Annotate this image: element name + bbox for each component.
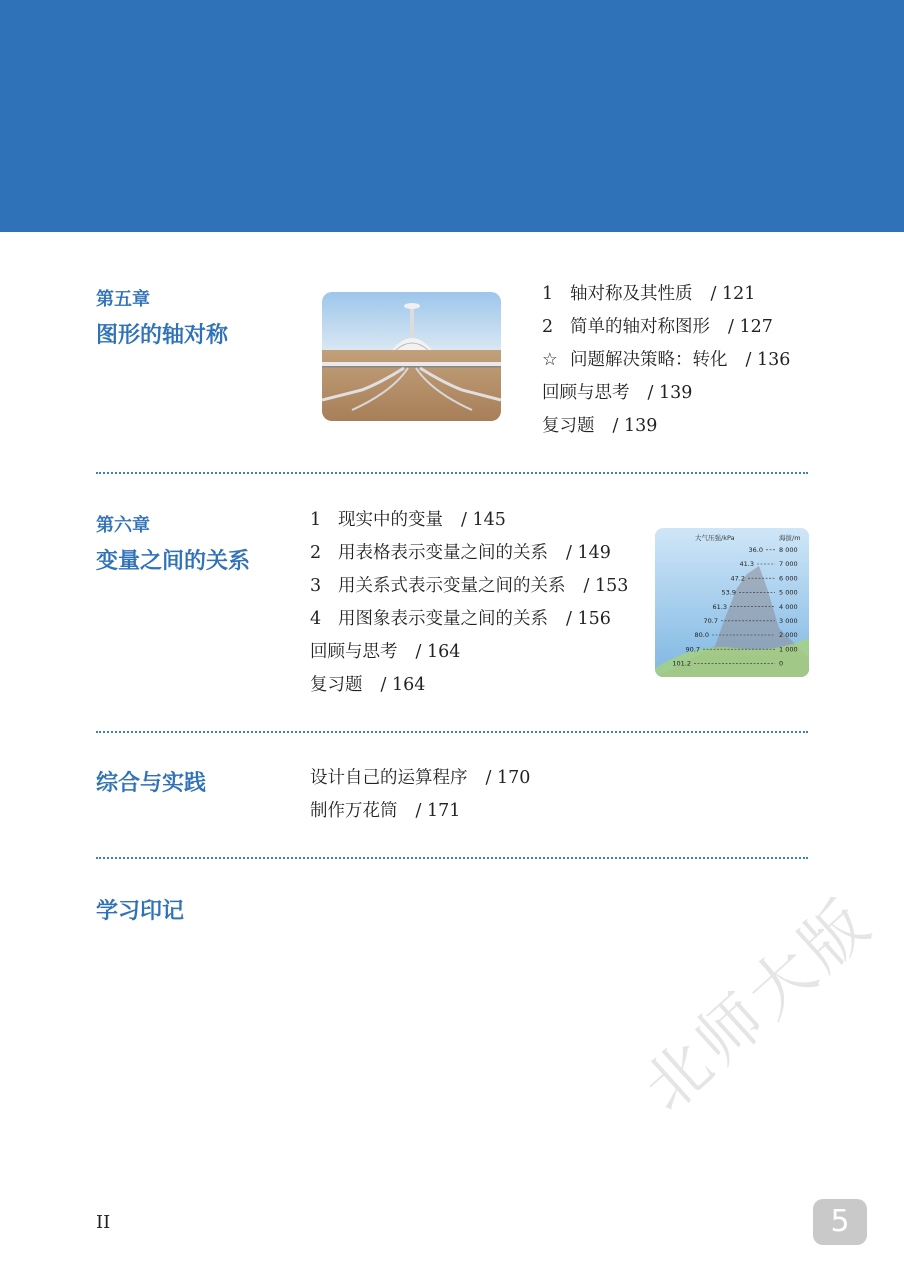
section-divider: [96, 857, 808, 859]
pressure-label: 41.3: [739, 560, 754, 569]
section-divider: [96, 731, 808, 733]
chapter-5-number: 第五章: [96, 289, 150, 310]
pressure-label: 101.2: [672, 659, 691, 668]
roman-page-number: II: [96, 1212, 111, 1233]
pressure-header: 大气压强/kPa: [695, 534, 735, 542]
altitude-label: 0: [779, 659, 784, 668]
practice-title: 综合与实践: [96, 771, 207, 796]
header-band: [0, 0, 904, 232]
toc-item[interactable]: 回顾与思考 / 139: [542, 383, 693, 403]
watermark: 北师大版: [630, 883, 888, 1127]
pressure-label: 36.0: [748, 546, 763, 554]
learning-mark-title[interactable]: 学习印记: [96, 899, 185, 924]
toc-item[interactable]: 复习题 / 139: [542, 416, 658, 436]
altitude-label: 5 000: [779, 588, 798, 597]
altitude-label: 6 000: [779, 574, 798, 583]
pressure-altitude-figure: [655, 528, 809, 677]
bridge-photo: [322, 292, 501, 421]
altitude-label: 8 000: [779, 546, 798, 554]
chapter-5-toc: [542, 278, 790, 443]
altitude-label: 7 000: [779, 560, 798, 569]
chapter-6-title: 变量之间的关系: [96, 549, 251, 574]
toc-item[interactable]: 1 现实中的变量 / 145: [310, 510, 506, 530]
chapter-5-title: 图形的轴对称: [96, 323, 229, 348]
toc-item[interactable]: 复习题 / 164: [310, 675, 426, 695]
section-divider: [96, 472, 808, 474]
toc-item[interactable]: 4 用图象表示变量之间的关系 / 156: [310, 609, 611, 629]
toc-item[interactable]: 1 轴对称及其性质 / 121: [542, 284, 756, 304]
pressure-label: 53.9: [721, 588, 736, 597]
toc-item[interactable]: ☆ 问题解决策略：转化 / 136: [542, 350, 791, 370]
pressure-label: 80.0: [694, 631, 709, 640]
altitude-label: 3 000: [779, 617, 798, 625]
altitude-label: 1 000: [779, 645, 798, 654]
altitude-label: 2 000: [779, 631, 798, 640]
toc-item[interactable]: 3 用关系式表示变量之间的关系 / 153: [310, 576, 629, 596]
toc-item[interactable]: 回顾与思考 / 164: [310, 642, 461, 662]
pressure-label: 70.7: [703, 617, 718, 625]
toc-item[interactable]: 制作万花筒 / 171: [310, 801, 461, 821]
toc-item[interactable]: 2 用表格表示变量之间的关系 / 149: [310, 543, 611, 563]
chapter-6-number: 第六章: [96, 515, 150, 536]
altitude-header: 海拔/m: [779, 534, 801, 542]
pressure-label: 61.3: [712, 602, 727, 611]
toc-item[interactable]: 2 简单的轴对称图形 / 127: [542, 317, 773, 337]
altitude-label: 4 000: [779, 602, 798, 611]
pressure-label: 90.7: [685, 645, 700, 654]
pressure-label: 47.2: [730, 574, 745, 583]
practice-toc: [310, 762, 530, 828]
page-number-badge: 5: [813, 1199, 867, 1245]
chapter-6-toc: [310, 504, 628, 702]
toc-item[interactable]: 设计自己的运算程序 / 170: [310, 768, 531, 788]
